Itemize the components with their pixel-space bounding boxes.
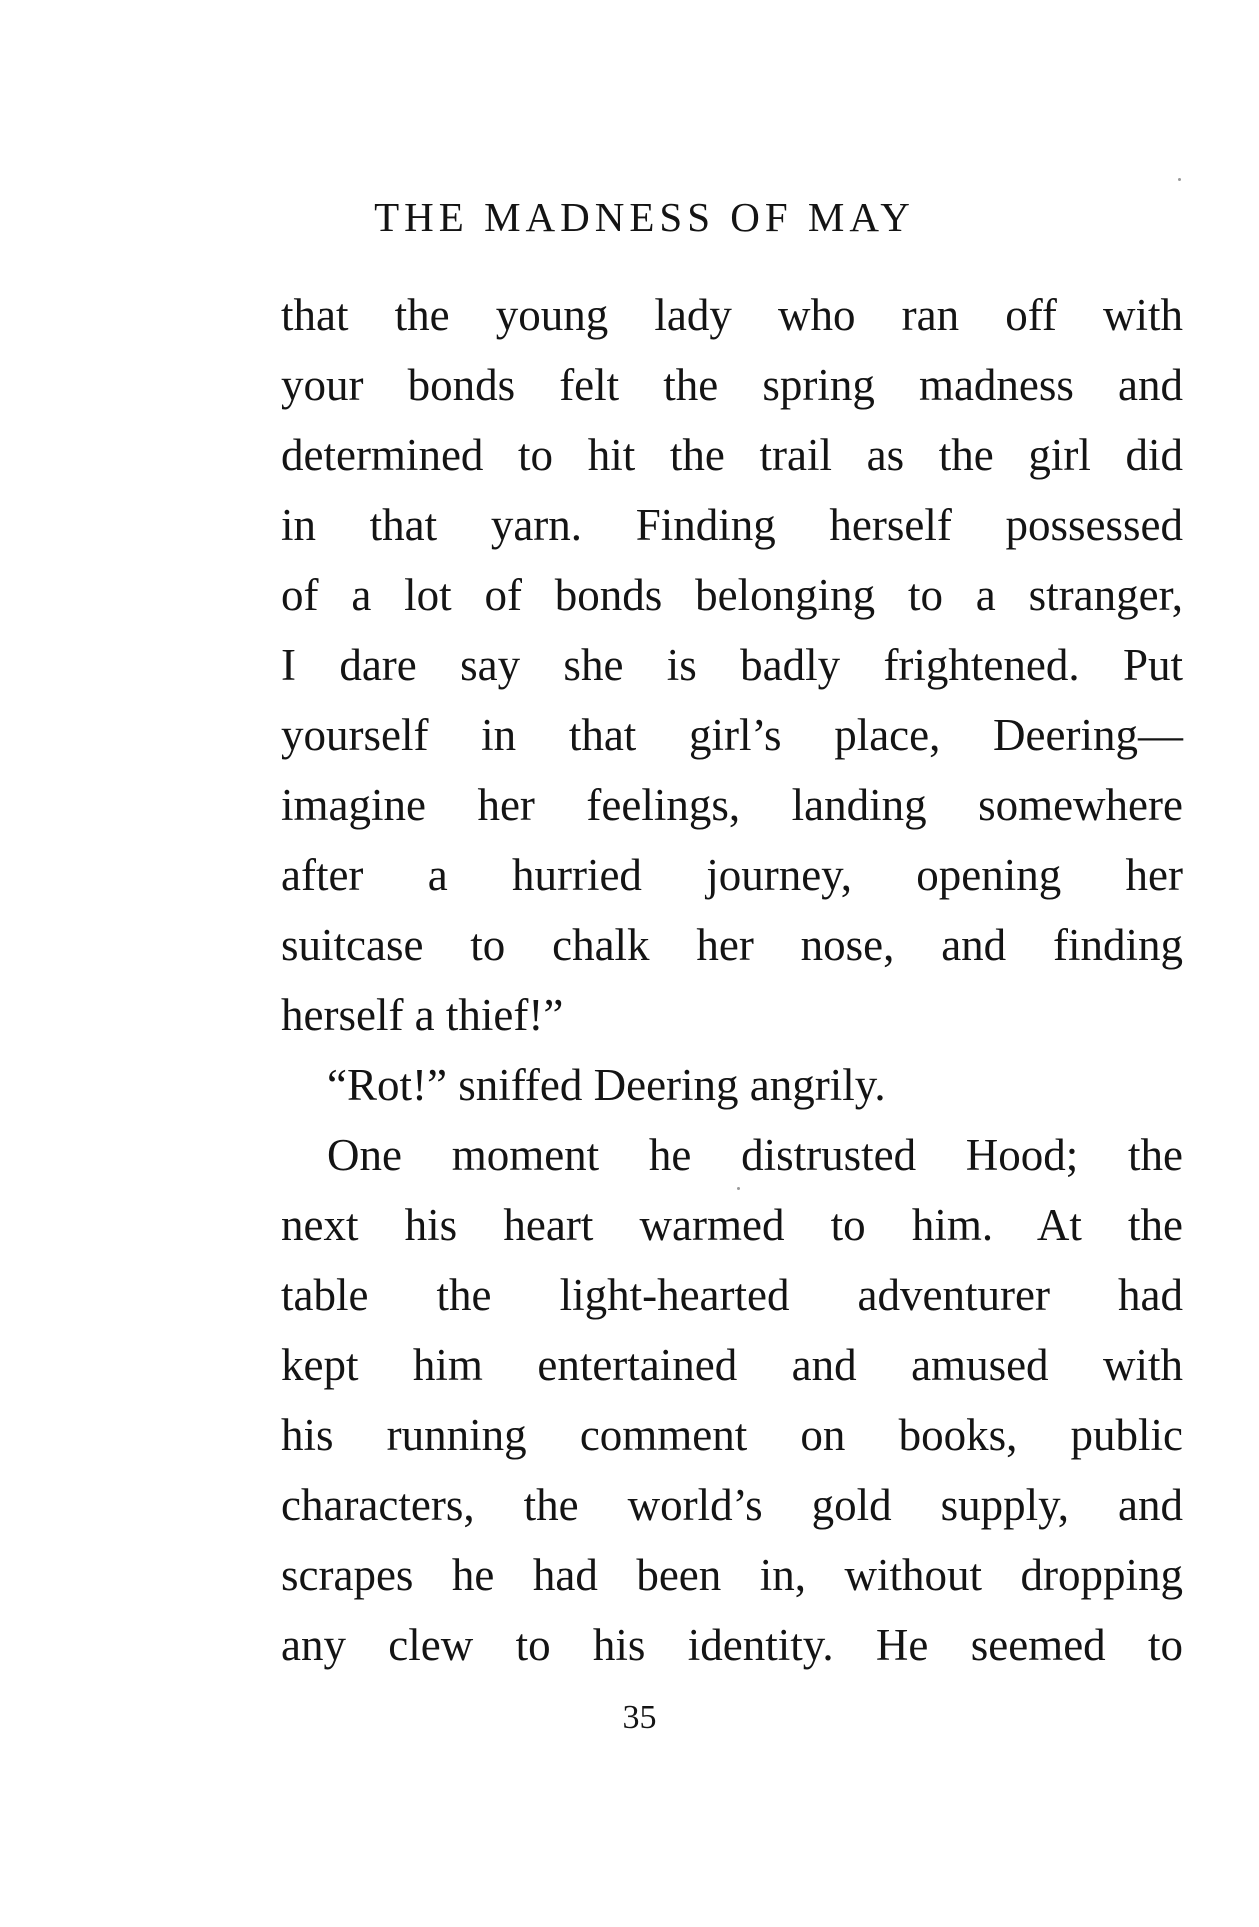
- text-line: suitcase to chalk her nose, and finding: [281, 920, 1183, 970]
- text-line: that the young lady who ran off with: [281, 290, 1183, 340]
- paper-speck: [737, 1187, 740, 1190]
- text-line: after a hurried journey, opening her: [281, 850, 1183, 900]
- text-line: I dare say she is badly frightened. Put: [281, 640, 1183, 690]
- text-line: “Rot!” sniffed Deering angrily.: [327, 1060, 886, 1110]
- text-line: yourself in that girl’s place, Deering—: [281, 710, 1183, 760]
- text-line: scrapes he had been in, without dropping: [281, 1550, 1183, 1600]
- text-line: kept him entertained and amused with: [281, 1340, 1183, 1390]
- text-line: table the light-hearted adventurer had: [281, 1270, 1183, 1320]
- body-text: [281, 280, 1183, 1680]
- text-line: imagine her feelings, landing somewhere: [281, 780, 1183, 830]
- text-line: your bonds felt the spring madness and: [281, 360, 1183, 410]
- text-line: of a lot of bonds belonging to a stranger,: [281, 570, 1183, 620]
- paper-speck: [1178, 178, 1181, 181]
- text-line: One moment he distrusted Hood; the: [327, 1130, 1183, 1180]
- running-head: THE MADNESS OF MAY: [374, 194, 915, 240]
- text-line: characters, the world’s gold supply, and: [281, 1480, 1183, 1530]
- text-line: next his heart warmed to him. At the: [281, 1200, 1183, 1250]
- text-line: his running comment on books, public: [281, 1410, 1183, 1460]
- text-line: herself a thief!”: [281, 990, 564, 1040]
- text-line: any clew to his identity. He seemed to: [281, 1620, 1183, 1670]
- text-line: determined to hit the trail as the girl did: [281, 430, 1183, 480]
- text-line: in that yarn. Finding herself possessed: [281, 500, 1183, 550]
- page-number: 35: [622, 1699, 657, 1736]
